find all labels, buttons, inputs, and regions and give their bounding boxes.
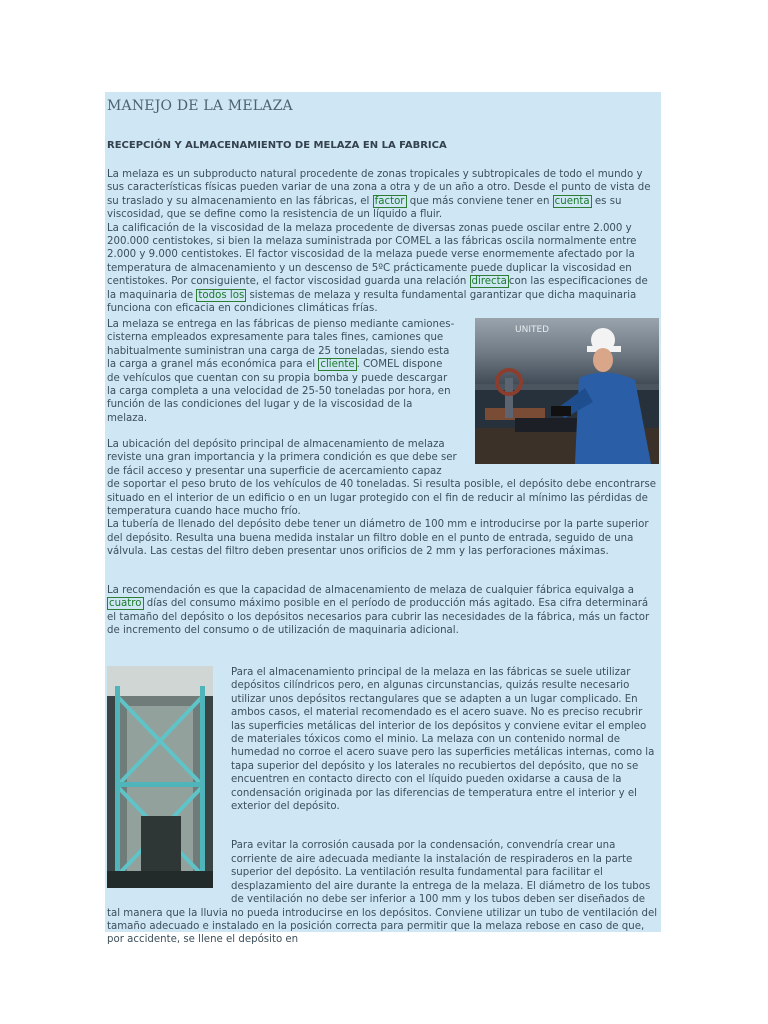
link-directa[interactable]: directa [471, 276, 507, 288]
link-todos-los[interactable]: todos los [198, 289, 245, 301]
photo-tank-structure [107, 666, 213, 888]
svg-text:UNITED: UNITED [515, 325, 550, 335]
paragraph-4: La ubicación del depósito principal de almacenamiento de melaza reviste una gran importancia y la primera condición es que debe ser de fácil acceso y presentar una superficie de acercamiento capaz de soportar el peso bruto de los vehículos de 40 toneladas. Si resulta posible, el depósito debe encontrarse situado en el interior de un edificio o en un lugar protegido con el fin de reducir al mínimo las pérdidas de temperatura cuando hace mucho frío. La tubería de llenado del depósito debe tener un diámetro de 100 mm e introducirse por la parte superior del depósito. Resulta una buena medida instalar un filtro doble en el punto de entrada, seguido de una válvula. Las cestas del filtro deben presentar unos orificios de 2 mm y las perforaciones máximas. [107, 439, 657, 558]
paragraph-3: La melaza se entrega en las fábricas de pienso mediante camiones-cisterna empleados expresamente para tales fines, camiones que habitualmente suministran una carga de 25 toneladas, siendo esta la carga a granel más económica para el cliente . COMEL dispone de vehículos que cuentan con su propia bomba y puede descargar la carga completa a una velocidad de 25-50 toneladas por hora, en función de las condiciones del lugar y de la viscosidad de la melaza. [107, 319, 455, 424]
page-title: MANEJO DE LA MELAZA [107, 98, 293, 114]
paragraph-5: La tubería de llenado del depósito debe tener un diámetro de 100 mm e introducirse por la parte superior del depósito. Resulta una buena medida instalar un filtro doble en el punto de entrada, seguido de una válvula. Las cestas del filtro deben presentar unos orificios de 2 mm y las perforaciones máximas. [107, 519, 649, 558]
link-cliente[interactable]: cliente [320, 359, 355, 371]
paragraph-1: La melaza es un subproducto natural procedente de zonas tropicales y subtropicales de todo el mundo y sus características físicas pueden variar de una zona a otra y de un año a otro. Desde el punto de vista de su traslado y su almacenamiento en las fábricas, el factor que más conviene tener en cuenta es su viscosidad, que se define como la resistencia de un líquido a fluir. La calificación de la viscosidad de la melaza procedente de diversas zonas puede oscilar entre 2.000 y 200.000 centistokes, si bien la melaza suministrada por COMEL a las fábricas oscila normalmente entre 2.000 y 9.000 centistokes. El factor viscosidad de la melaza puede verse enormemente afectado por la temperatura de almacenamiento y un descenso de 5ºC prácticamente puede duplicar la viscosidad en centistokes. Por consiguiente, el factor viscosidad guarda una relación directa con las especificaciones de la maquinaria de todos los sistemas de melaza y resulta fundamental garantizar que dicha maquinaria funciona con eficacia en condiciones climáticas frías. [107, 168, 657, 315]
photo-worker-valve [475, 318, 659, 464]
link-cuatro[interactable]: cuatro [109, 598, 142, 610]
article-panel [105, 92, 661, 946]
paragraph-6: La recomendación es que la capacidad de almacenamiento de melaza de cualquier fábrica equivalga a cuatro días del consumo máximo posible en el período de producción más agitado. Esa cifra determinará el tamaño del depósito o los depósitos necesarios para cubrir las necesidades de la fábrica, más un factor de incremento del consumo o de utilización de maquinaria adicional. [107, 585, 650, 637]
link-cuenta[interactable]: cuenta [554, 195, 590, 207]
paragraph-7: Para el almacenamiento principal de la melaza en las fábricas se suele utilizar depósitos cilíndricos pero, en algunas circunstancias, quizás resulte necesario utilizar unos depósitos rectangulares que se adapten a un lugar complicado. En ambos casos, el material recomendado es el acero suave. No es preciso recubrir las superficies metálicas del interior de los depósitos y conviene evitar el empleo de materiales tóxicos como el minio. La melaza con un contenido normal de humedad no corroe el acero suave pero las superficies metálicas internas, como la tapa superior del depósito y los laterales no recubiertos del depósito, que no se encuentren en contacto directo con el líquido pueden oxidarse a causa de la condensación originada por las diferencias de temperatura entre el interior y el exterior del depósito. [231, 667, 655, 813]
link-factor[interactable]: factor [374, 195, 405, 207]
paragraph-2: La calificación de la viscosidad de la melaza procedente de diversas zonas puede oscilar entre 2.000 y 200.000 centistokes, si bien la melaza suministrada por COMEL a las fábricas oscila normalmente entre 2.000 y 9.000 centistokes. El factor viscosidad de la melaza puede verse enormemente afectado por la temperatura de almacenamiento y un descenso de 5ºC prácticamente puede duplicar la viscosidad en centistokes. Por consiguiente, el factor viscosidad guarda una relación directa con las especificaciones de la maquinaria de todos los sistemas de melaza y resulta fundamental garantizar que dicha maquinaria funciona con eficacia en condiciones climáticas frías. [107, 222, 648, 315]
paragraph-8: Para evitar la corrosión causada por la condensación, convendría crear una corriente de aire adecuada mediante la instalación de respiraderos en la parte superior del depósito. La ventilación resulta fundamental para facilitar el desplazamiento del aire durante la entrega de la melaza. El diámetro de los tubos de ventilación no debe ser inferior a 100 mm y los tubos deben ser diseñados de tal manera que la lluvia no pueda introducirse en los depósitos. Conviene utilizar un tubo de ventilación del tamaño adecuado e instalado en la posición correcta para permitir que la melaza rebose en caso de que, por accidente, se llene el depósito en [107, 840, 658, 946]
section-subtitle: RECEPCIÓN Y ALMACENAMIENTO DE MELAZA EN LA FABRICA [107, 140, 447, 151]
